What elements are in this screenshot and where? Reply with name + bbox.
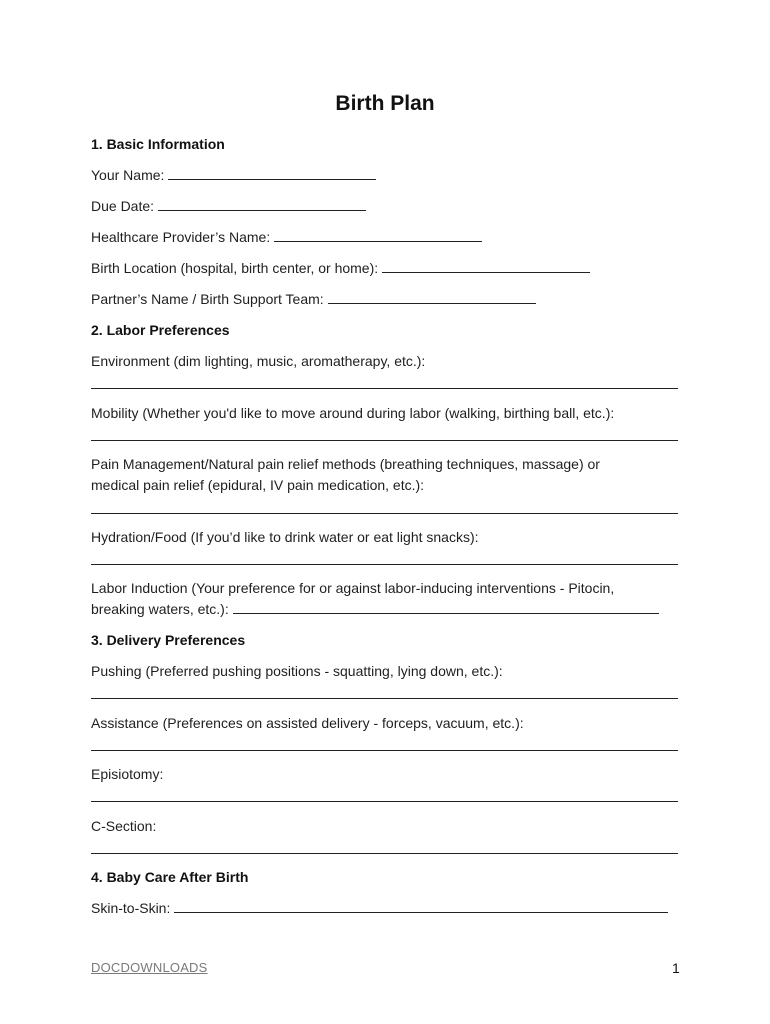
partner-blank[interactable] bbox=[328, 291, 536, 304]
induction-blank[interactable] bbox=[233, 601, 659, 614]
csection-blank[interactable] bbox=[91, 853, 678, 854]
your-name-row bbox=[91, 167, 376, 183]
page-number: 1 bbox=[672, 960, 680, 976]
birth-location-row bbox=[91, 260, 590, 276]
birth-location-label: Birth Location (hospital, birth center, or home): bbox=[91, 260, 379, 276]
skin-to-skin-row bbox=[91, 900, 668, 916]
pain-management-label-line2: medical pain relief (epidural, IV pain medication, etc.): bbox=[91, 477, 425, 493]
pushing-blank[interactable] bbox=[91, 698, 678, 699]
pain-management-blank[interactable] bbox=[91, 513, 678, 514]
footer-source-link[interactable]: DOCDOWNLOADS bbox=[91, 960, 208, 975]
hydration-blank[interactable] bbox=[91, 564, 678, 565]
pain-management-label-line1: Pain Management/Natural pain relief methods (breathing techniques, massage) or bbox=[91, 456, 600, 472]
your-name-label: Your Name: bbox=[91, 167, 165, 183]
document-title: Birth Plan bbox=[335, 92, 435, 115]
induction-label-line1: Labor Induction (Your preference for or against labor-inducing interventions - Pitocin, bbox=[91, 580, 615, 596]
section-heading-basic-information: 1. Basic Information bbox=[91, 136, 225, 152]
birth-location-blank[interactable] bbox=[382, 260, 590, 273]
episiotomy-blank[interactable] bbox=[91, 801, 678, 802]
induction-row bbox=[91, 601, 659, 617]
csection-label: C-Section: bbox=[91, 818, 157, 834]
skin-to-skin-blank[interactable] bbox=[174, 900, 668, 913]
provider-row bbox=[91, 229, 482, 245]
section-heading-labor-preferences: 2. Labor Preferences bbox=[91, 322, 230, 338]
assistance-label: Assistance (Preferences on assisted delivery - forceps, vacuum, etc.): bbox=[91, 715, 524, 731]
mobility-blank[interactable] bbox=[91, 440, 678, 441]
mobility-label: Mobility (Whether you'd like to move around during labor (walking, birthing ball, etc.): bbox=[91, 405, 615, 421]
partner-label: Partner’s Name / Birth Support Team: bbox=[91, 291, 324, 307]
hydration-label: Hydration/Food (If you’d like to drink water or eat light snacks): bbox=[91, 529, 479, 545]
partner-row bbox=[91, 291, 536, 307]
episiotomy-label: Episiotomy: bbox=[91, 766, 164, 782]
due-date-label: Due Date: bbox=[91, 198, 155, 214]
induction-label-line2: breaking waters, etc.): bbox=[91, 601, 229, 617]
your-name-blank[interactable] bbox=[168, 167, 376, 180]
provider-blank[interactable] bbox=[274, 229, 482, 242]
due-date-row bbox=[91, 198, 366, 214]
pushing-label: Pushing (Preferred pushing positions - squatting, lying down, etc.): bbox=[91, 663, 503, 679]
section-heading-baby-care: 4. Baby Care After Birth bbox=[91, 869, 249, 885]
environment-label: Environment (dim lighting, music, aromatherapy, etc.): bbox=[91, 353, 426, 369]
assistance-blank[interactable] bbox=[91, 750, 678, 751]
due-date-blank[interactable] bbox=[158, 198, 366, 211]
section-heading-delivery-preferences: 3. Delivery Preferences bbox=[91, 632, 246, 648]
provider-label: Healthcare Provider’s Name: bbox=[91, 229, 271, 245]
environment-blank[interactable] bbox=[91, 388, 678, 389]
skin-to-skin-label: Skin-to-Skin: bbox=[91, 900, 171, 916]
